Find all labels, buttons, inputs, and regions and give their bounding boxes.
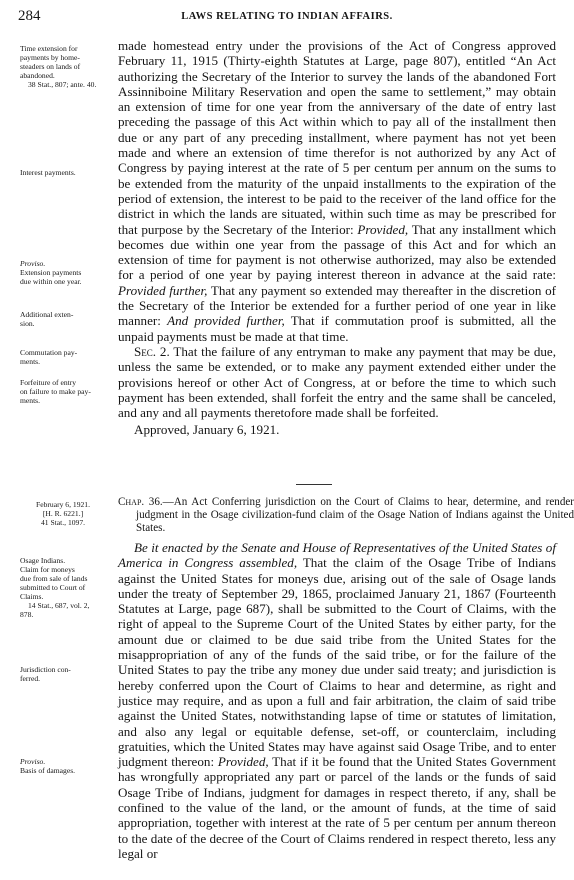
margin-note-basis-of-damages: Proviso. Basis of damages.: [20, 757, 76, 775]
enacting-clause: Be it enacted by the Senate and House of Representatives of the United States of America in Congress assembled,: [118, 540, 556, 571]
page-header: [0, 8, 574, 30]
approval-date: Approved, January 6, 1921.: [134, 422, 280, 438]
running-title: LAWS RELATING TO INDIAN AFFAIRS.: [181, 11, 393, 22]
margin-note-time-extension: Time extension for payments by home- steaders on lands of abandoned. 38 Stat., 807; ante. 40.: [20, 44, 116, 89]
margin-note-proviso: Proviso. Extension payments due within one year.: [20, 259, 82, 286]
margin-note-additional-extension: Additional exten- sion.: [20, 310, 74, 328]
margin-note-chapter-date: February 6, 1921. [H. R. 6221.] 41 Stat., 1097.: [20, 500, 106, 527]
section-divider: [296, 484, 332, 485]
section-osage-text: Be it enacted by the Senate and House of Representatives of the United States of America in Congress assembled, That the claim of the Osage Tribe of Indians against the United States for moneys due, arising out of the sale of Osage lands under the treaty of September 29, 1865, proclaimed January 21, 1867 (Fourteenth Statutes at Large, page 687), shall be submitted to the Court of Claims, with the right of appeal to the Supreme Court of the United States by either party, for the amount due or claimed to be due said tribe from the United States for the misappropriation of any of the funds of the said tribe, or for the failure of the United States to pay the tribe any money due under said treaty; and jurisdiction is hereby conferred upon the Court of Claims to hear and determine, as right and justice may require, and as upon a full and fair arbitration, the claim of said tribe against the United States, notwithstanding lapse of time or statutes of limitation, and also any legal or equitable defense, set-off, or counterclaim, including gratuities, which the United States may have against said Osage Tribe, and to enter judgment thereon: Provided, That if it be found that the United States Government has wrongfully appropriated any part or parcel of the lands or the funds of said Osage Tribe of Indians, judgment for damages in respect thereto, if any, shall be confined to the value of the land, or the amount of funds, at the time of said appropriation, together with interest at the rate of 5 per centum per annum thereon to the date of the decree of the Court of Claims rendered in respect thereto, less any legal or: [118, 540, 556, 861]
margin-note-commutation: Commutation pay- ments.: [20, 348, 78, 366]
bill-number: [H. R. 6221.]: [42, 509, 84, 518]
statute-reference: 38 Stat., 807; ante. 40.: [28, 80, 97, 89]
page-number: 284: [18, 8, 41, 24]
margin-note-osage: Osage Indians. Claim for moneys due from sale of lands submitted to Court of Claims. 14 Stat., 687, vol. 2, 878.: [20, 556, 90, 619]
margin-note-forfeiture: Forfeiture of entry on failure to make pay- ments.: [20, 378, 91, 405]
margin-note-jurisdiction: Jurisdiction con- ferred.: [20, 665, 71, 683]
chapter-heading: Chap. 36.—An Act Conferring jurisdiction on the Court of Claims to hear, determine, and render judgment in the Osage civilization-fund claim of the Osage Nation of Indians against the United States.: [118, 496, 574, 534]
section-2: Sec. 2. That the failure of any entryman to make any payment that may be due, unless the same be extended, or to make any payment extended either under the provisions hereof or other Act of Congress, at or before the time to which such payment has been extended, shall forfeit the entry and the same shall be canceled, and any and all payments theretofore made shall be forfeited.: [118, 343, 556, 421]
margin-note-interest: Interest payments.: [20, 168, 76, 177]
section-1-text: made homestead entry under the provisions of the Act of Congress approved February 11, 1915 (Thirty-eighth Statutes at Large, page 807), entitled “An Act authorizing the Secretary of the Interior to survey the lands of the abandoned Fort Assinniboine Military Reservation and open the same to settlement,” may obtain an extension of time for one year from the anniversary of the date of entry last preceding the passage of this Act within which to pay all of the installment then due or any part of any preceding installment, where payment has not yet been made and where an extension of time therefor is not authorized by any Act of Congress by paying interest at the rate of 5 per centum per annum on the sums to be extended from the maturity of the unpaid installments to the expiration of the period of extension, the interest to be paid to the receiver of the land office for the district in which the lands are situated, within such time as may be prescribed for that purpose by the Secretary of the Interior: Provided, That any installment which becomes due within one year from the passage of this Act and for which an extension of time for payment is not otherwise authorized, may also be extended for a period of one year by paying interest thereon in advance at the said rate: Provided further, That any payment so extended may thereafter in the discretion of the Secretary of the Interior be extended for a further period of one year in like manner: And provided further, That if commutation proof is submitted, all the unpaid payments must be made at that time. Sec. 2. That the failure of any entryman to make any payment that may be due, unless the same be extended, or to make any payment extended either under the provisions hereof or other Act of Congress, at or before the time to which such payment has been extended, shall forfeit the entry and the same shall be canceled, and any and all payments theretofore made shall be forfeited. Approved, January 6, 1921.: [118, 38, 557, 438]
